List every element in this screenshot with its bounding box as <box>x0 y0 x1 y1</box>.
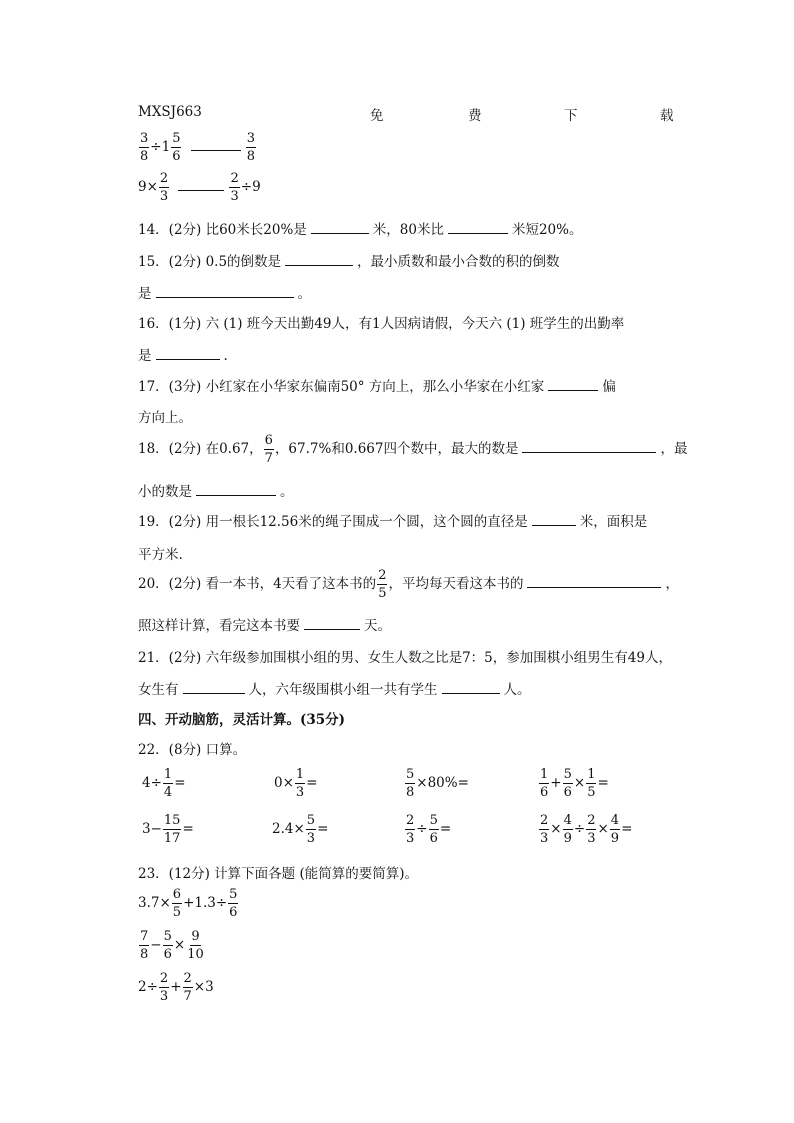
question-23-title: 23．(12分) 计算下面各题 (能简算的要简算)。 <box>138 866 419 882</box>
fraction: $\frac{5}{8}$ <box>406 767 415 800</box>
fraction: $\frac{4}{9}$ <box>610 813 620 846</box>
question-18: 18．(2分) 在0.67， $\frac{6}{7}$ ，67.7%和0.667四个数中，最大的数是 ，最 <box>138 433 688 466</box>
question-17: 17．(3分) 小红家在小华家东偏南50° 方向上，那么小华家在小红家 偏 <box>138 379 616 395</box>
mental-calc-8: $\frac{2}{3}$ × $\frac{4}{9}$ ÷ $\frac{2}{3}$ × $\frac{4}{9}$ = <box>540 813 633 846</box>
fraction: $\frac{5}{6}$ <box>163 929 172 962</box>
mental-calc-3: $\frac{5}{8}$ ×80%= <box>406 767 469 800</box>
mental-calc-6: 2.4× $\frac{5}{3}$ = <box>272 813 329 846</box>
section-heading: 四、开动脑筋，灵活计算。(35分) <box>138 712 346 728</box>
fraction: $\frac{3}{8}$ <box>246 131 256 164</box>
fraction: $\frac{7}{8}$ <box>140 929 149 962</box>
fraction: $\frac{2}{3}$ <box>159 971 169 1004</box>
header-code: MXSJ663 <box>138 104 202 120</box>
fraction: $\frac{1}{3}$ <box>295 767 305 800</box>
answer-blank[interactable] <box>442 681 500 694</box>
fraction: $\frac{1}{6}$ <box>540 767 549 800</box>
fraction: $\frac{4}{9}$ <box>563 813 572 846</box>
mental-calc-2: 0× $\frac{1}{3}$ = <box>274 767 318 800</box>
fraction: $\frac{5}{6}$ <box>172 131 181 164</box>
answer-blank[interactable] <box>532 513 576 526</box>
answer-blank[interactable] <box>156 285 294 298</box>
fraction: $\frac{9}{10}$ <box>187 929 204 962</box>
fraction: $\frac{1}{5}$ <box>587 767 596 800</box>
question-16: 16．(1分) 六 (1) 班今天出勤49人，有1人因病请假，今天六 (1) 班学生的出勤率 <box>138 316 625 332</box>
header-char-1: 免 <box>370 108 384 124</box>
question-18-line-2: 小的数是 。 <box>138 484 294 500</box>
answer-blank[interactable] <box>196 483 276 496</box>
question-17-line-2: 方向上。 <box>138 410 192 426</box>
mental-calc-7: $\frac{2}{3}$ ÷ $\frac{5}{6}$ = <box>406 813 452 846</box>
question-15-line-2: 是 。 <box>138 286 311 302</box>
fraction: $\frac{5}{6}$ <box>229 887 238 920</box>
compare-row-1: $\frac{3}{8}$ ÷1 $\frac{5}{6}$ $\frac{3}{8}$ <box>140 131 256 164</box>
fraction: $\frac{2}{5}$ <box>378 568 387 601</box>
question-19-line-2: 平方米. <box>138 547 183 563</box>
fraction: $\frac{2}{3}$ <box>587 813 596 846</box>
fraction: $\frac{5}{6}$ <box>563 767 572 800</box>
answer-blank[interactable] <box>183 681 245 694</box>
mental-calc-1: 4÷ $\frac{1}{4}$ = <box>142 767 186 800</box>
question-21-line-2: 女生有 人，六年级围棋小组一共有学生 人。 <box>138 682 531 698</box>
compare-row-2: 9× $\frac{2}{3}$ $\frac{2}{3}$ ÷9 <box>138 171 261 204</box>
answer-blank[interactable] <box>311 221 369 234</box>
question-21: 21．(2分) 六年级参加围棋小组的男、女生人数之比是7：5，参加围棋小组男生有49人， <box>138 650 672 666</box>
fraction: $\frac{2}{3}$ <box>406 813 415 846</box>
fraction: $\frac{5}{3}$ <box>306 813 316 846</box>
question-19: 19．(2分) 用一根长12.56米的绳子围成一个圆，这个圆的直径是 米，面积是 <box>138 514 648 530</box>
header-char-2: 费 <box>468 108 482 124</box>
answer-blank[interactable] <box>522 440 656 453</box>
fraction: $\frac{6}{5}$ <box>172 887 182 920</box>
question-14: 14．(2分) 比60米长20%是 米，80米比 米短20%。 <box>138 222 583 238</box>
calc-expression-1: 3.7× $\frac{6}{5}$ +1.3÷ $\frac{5}{6}$ <box>138 887 238 920</box>
calc-expression-3: 2÷ $\frac{2}{3}$ + $\frac{2}{7}$ ×3 <box>138 971 214 1004</box>
answer-blank[interactable] <box>527 575 661 588</box>
answer-blank[interactable] <box>548 378 598 391</box>
fraction: $\frac{1}{4}$ <box>163 767 173 800</box>
calc-expression-2: $\frac{7}{8}$ − $\frac{5}{6}$ × $\frac{9}{10}$ <box>140 929 204 962</box>
answer-blank[interactable] <box>448 221 508 234</box>
fraction: $\frac{2}{3}$ <box>540 813 549 846</box>
header-char-3: 下 <box>564 108 578 124</box>
fraction: $\frac{15}{17}$ <box>163 813 181 846</box>
question-16-line-2: 是 . <box>138 348 228 364</box>
answer-blank[interactable] <box>304 617 360 630</box>
answer-blank[interactable] <box>191 138 241 151</box>
answer-blank[interactable] <box>178 178 224 191</box>
mental-calc-5: 3− $\frac{15}{17}$ = <box>142 813 194 846</box>
question-20-line-2: 照这样计算，看完这本书要 天。 <box>138 618 391 634</box>
fraction: $\frac{2}{3}$ <box>230 171 239 204</box>
answer-blank[interactable] <box>285 253 353 266</box>
header-char-4: 载 <box>660 108 674 124</box>
fraction: $\frac{6}{7}$ <box>264 433 273 466</box>
question-15: 15．(2分) 0.5的倒数是 ，最小质数和最小合数的积的倒数 <box>138 254 560 270</box>
question-20: 20．(2分) 看一本书，4天看了这本书的 $\frac{2}{5}$ ，平均每天看这本书的 ， <box>138 568 679 601</box>
fraction: $\frac{2}{7}$ <box>183 971 192 1004</box>
question-22-title: 22．(8分) 口算。 <box>138 742 247 758</box>
fraction: $\frac{2}{3}$ <box>159 171 169 204</box>
mental-calc-4: $\frac{1}{6}$ + $\frac{5}{6}$ × $\frac{1}{5}$ = <box>540 767 609 800</box>
answer-blank[interactable] <box>156 347 220 360</box>
fraction: $\frac{5}{6}$ <box>429 813 438 846</box>
fraction: $\frac{3}{8}$ <box>140 131 149 164</box>
